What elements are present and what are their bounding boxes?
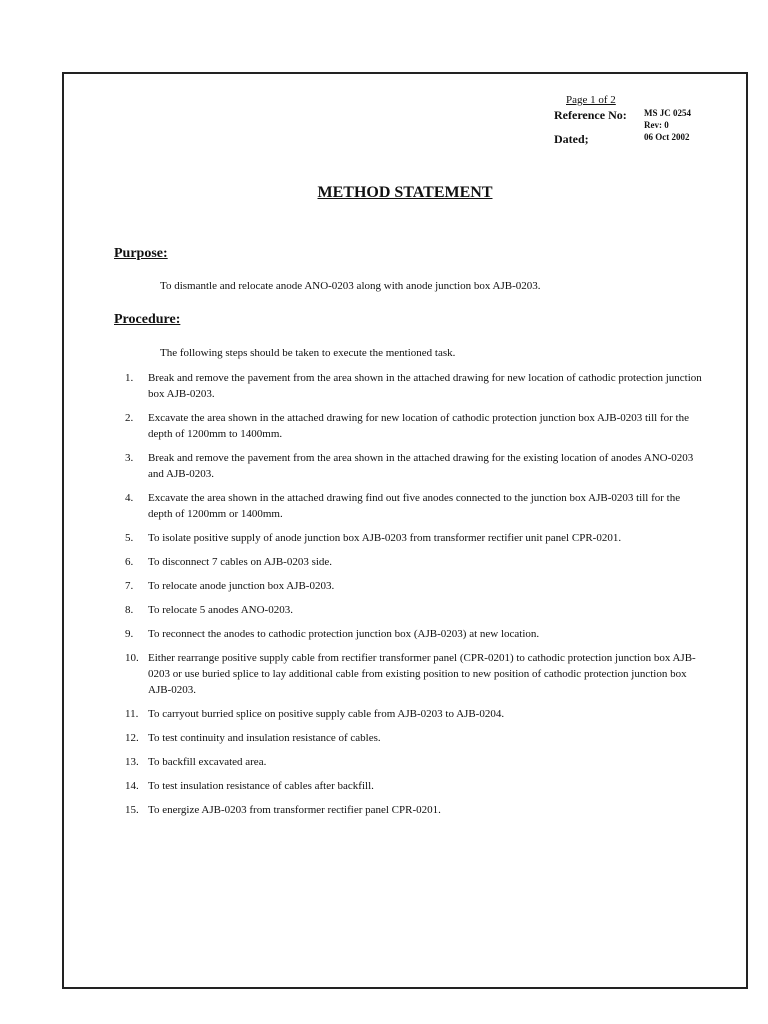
procedure-step-number: 1. bbox=[125, 372, 134, 384]
procedure-step bbox=[114, 530, 704, 546]
procedure-step-number: 3. bbox=[125, 452, 134, 464]
procedure-step-text: To test continuity and insulation resistance of cables. bbox=[148, 732, 381, 744]
procedure-step-text: To test insulation resistance of cables after backfill. bbox=[148, 780, 374, 792]
document-title bbox=[64, 184, 746, 202]
procedure-step-text: Break and remove the pavement from the area shown in the attached drawing for new location of cathodic protection junction box AJB-0203. bbox=[148, 372, 702, 400]
procedure-step bbox=[114, 370, 704, 402]
procedure-step-text: Excavate the area shown in the attached drawing for new location of cathodic protection junction box AJB-0203 till for the depth of 1200mm to 1400mm. bbox=[148, 412, 689, 440]
dated-label: Dated; bbox=[554, 132, 589, 146]
procedure-step-text: To backfill excavated area. bbox=[148, 756, 267, 768]
procedure-step bbox=[114, 650, 704, 698]
procedure-step-number: 8. bbox=[125, 604, 134, 616]
revision-value: Rev: 0 bbox=[644, 120, 669, 130]
procedure-step bbox=[114, 778, 704, 794]
procedure-step bbox=[114, 754, 704, 770]
procedure-step-text: To energize AJB-0203 from transformer rectifier panel CPR-0201. bbox=[148, 804, 441, 816]
procedure-step bbox=[114, 706, 704, 722]
procedure-step-number: 5. bbox=[125, 532, 134, 544]
procedure-step-number: 13. bbox=[125, 756, 139, 768]
procedure-step-text: Either rearrange positive supply cable from rectifier transformer panel (CPR-0201) to cathodic protection junction box AJB-0203 or use buried splice to lay additional cable from existing position to new position of cathodic protection junction box AJB-0203. bbox=[148, 652, 696, 696]
procedure-step bbox=[114, 602, 704, 618]
procedure-step bbox=[114, 578, 704, 594]
procedure-steps-list bbox=[114, 370, 704, 826]
procedure-step-text: To reconnect the anodes to cathodic protection junction box (AJB-0203) at new location. bbox=[148, 628, 540, 640]
procedure-step-text: To carryout burried splice on positive supply cable from AJB-0203 to AJB-0204. bbox=[148, 708, 505, 720]
procedure-step-number: 15. bbox=[125, 804, 139, 816]
procedure-step-number: 2. bbox=[125, 412, 134, 424]
procedure-step-number: 4. bbox=[125, 492, 134, 504]
purpose-heading: Purpose: bbox=[114, 246, 168, 261]
procedure-step-number: 14. bbox=[125, 780, 139, 792]
procedure-step-number: 12. bbox=[125, 732, 139, 744]
document-title-text: METHOD STATEMENT bbox=[317, 184, 493, 201]
procedure-step-text: To relocate 5 anodes ANO-0203. bbox=[148, 604, 293, 616]
procedure-step-text: Break and remove the pavement from the area shown in the attached drawing for the existing location of anodes ANO-0203 and AJB-0203. bbox=[148, 452, 694, 480]
procedure-step bbox=[114, 626, 704, 642]
page-number: Page 1 of 2 bbox=[566, 94, 616, 106]
document-page bbox=[62, 72, 748, 989]
procedure-step-number: 9. bbox=[125, 628, 134, 640]
procedure-heading: Procedure: bbox=[114, 312, 181, 327]
reference-label: Reference No: bbox=[554, 108, 627, 122]
procedure-step bbox=[114, 802, 704, 818]
procedure-step-text: Excavate the area shown in the attached drawing find out five anodes connected to the junction box AJB-0203 till for the depth of 1200mm or 1400mm. bbox=[148, 492, 681, 520]
procedure-step bbox=[114, 554, 704, 570]
procedure-step-number: 7. bbox=[125, 580, 134, 592]
reference-value: MS JC 0254 bbox=[644, 108, 691, 118]
procedure-step bbox=[114, 410, 704, 442]
procedure-step bbox=[114, 490, 704, 522]
procedure-step bbox=[114, 730, 704, 746]
procedure-intro: The following steps should be taken to execute the mentioned task. bbox=[160, 347, 456, 359]
procedure-step-text: To isolate positive supply of anode junction box AJB-0203 from transformer rectifier unit panel CPR-0201. bbox=[148, 532, 622, 544]
procedure-step-number: 6. bbox=[125, 556, 134, 568]
procedure-step bbox=[114, 450, 704, 482]
purpose-text: To dismantle and relocate anode ANO-0203 along with anode junction box AJB-0203. bbox=[160, 280, 541, 292]
procedure-step-text: To disconnect 7 cables on AJB-0203 side. bbox=[148, 556, 333, 568]
procedure-step-number: 11. bbox=[125, 708, 139, 720]
procedure-step-text: To relocate anode junction box AJB-0203. bbox=[148, 580, 335, 592]
dated-value: 06 Oct 2002 bbox=[644, 132, 690, 142]
procedure-step-number: 10. bbox=[125, 652, 139, 664]
